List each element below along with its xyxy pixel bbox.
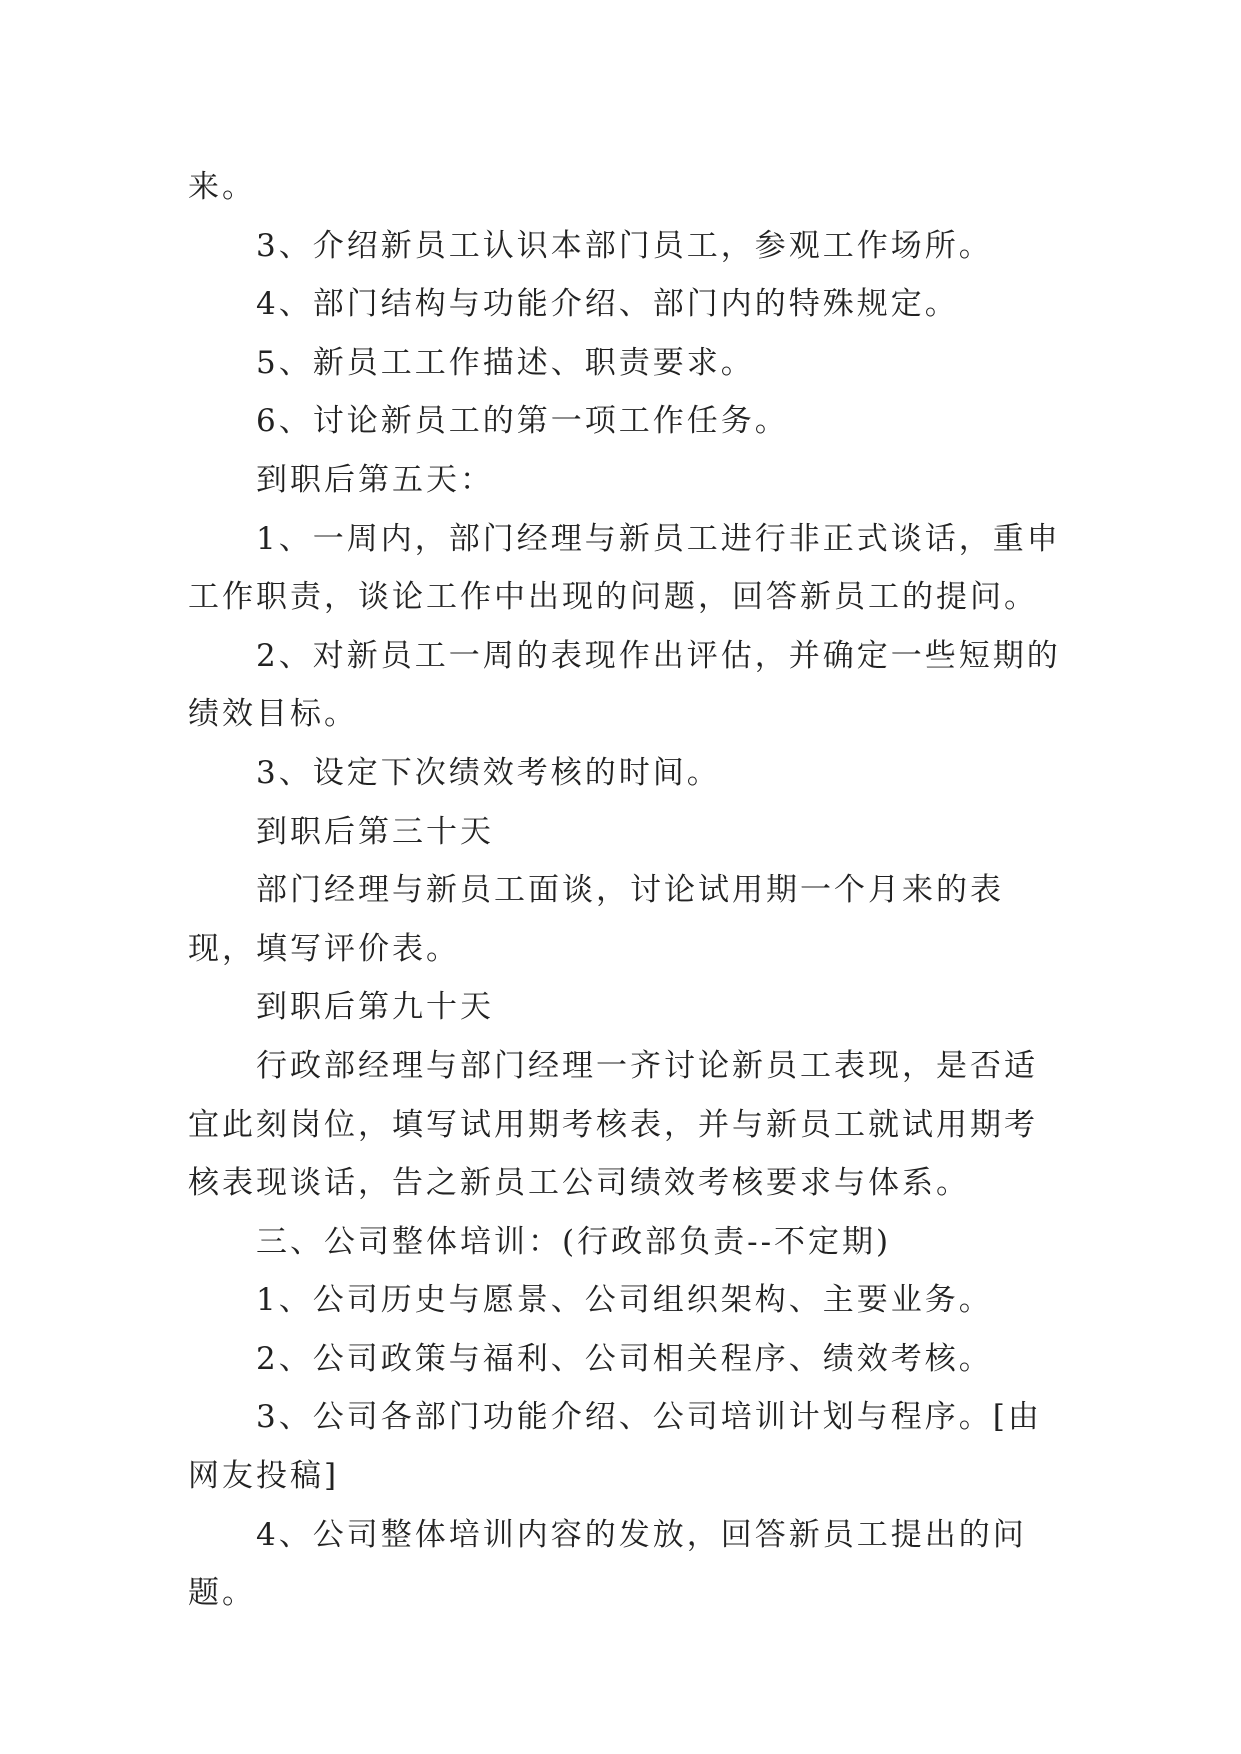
paragraph: 3、介绍新员工认识本部门员工，参观工作场所。 — [256, 227, 993, 264]
paragraph: 3、公司各部门功能介绍、公司培训计划与程序。[由网友投稿] — [188, 1399, 1042, 1495]
paragraph: 3、设定下次绩效考核的时间。 — [256, 754, 721, 791]
paragraph: 2、对新员工一周的表现作出评估，并确定一些短期的绩效目标。 — [188, 637, 1061, 733]
document-body — [188, 158, 1068, 1623]
paragraph: 4、公司整体培训内容的发放，回答新员工提出的问题。 — [188, 1516, 1027, 1612]
section-heading-day-5: 到职后第五天： — [256, 461, 494, 498]
paragraph: 5、新员工工作描述、职责要求。 — [256, 344, 755, 381]
section-heading-company-training: 三、公司整体培训：(行政部负责--不定期) — [256, 1223, 892, 1260]
section-heading-day-90: 到职后第九十天 — [256, 989, 494, 1026]
paragraph: 2、公司政策与福利、公司相关程序、绩效考核。 — [256, 1340, 993, 1377]
paragraph: 1、一周内，部门经理与新员工进行非正式谈话，重申工作职责，谈论工作中出现的问题，回答新员工的提问。 — [188, 520, 1061, 616]
paragraph: 部门经理与新员工面谈，讨论试用期一个月来的表现，填写评价表。 — [188, 872, 1004, 967]
paragraph: 1、公司历史与愿景、公司组织架构、主要业务。 — [256, 1282, 993, 1319]
section-heading-day-30: 到职后第三十天 — [256, 813, 494, 850]
paragraph: 来。 — [188, 169, 256, 205]
paragraph: 4、部门结构与功能介绍、部门内的特殊规定。 — [256, 286, 959, 323]
paragraph: 行政部经理与部门经理一齐讨论新员工表现，是否适宜此刻岗位，填写试用期考核表，并与新员工就试用期考核表现谈话，告之新员工公司绩效考核要求与体系。 — [188, 1047, 1038, 1202]
paragraph: 6、讨论新员工的第一项工作任务。 — [256, 403, 789, 440]
